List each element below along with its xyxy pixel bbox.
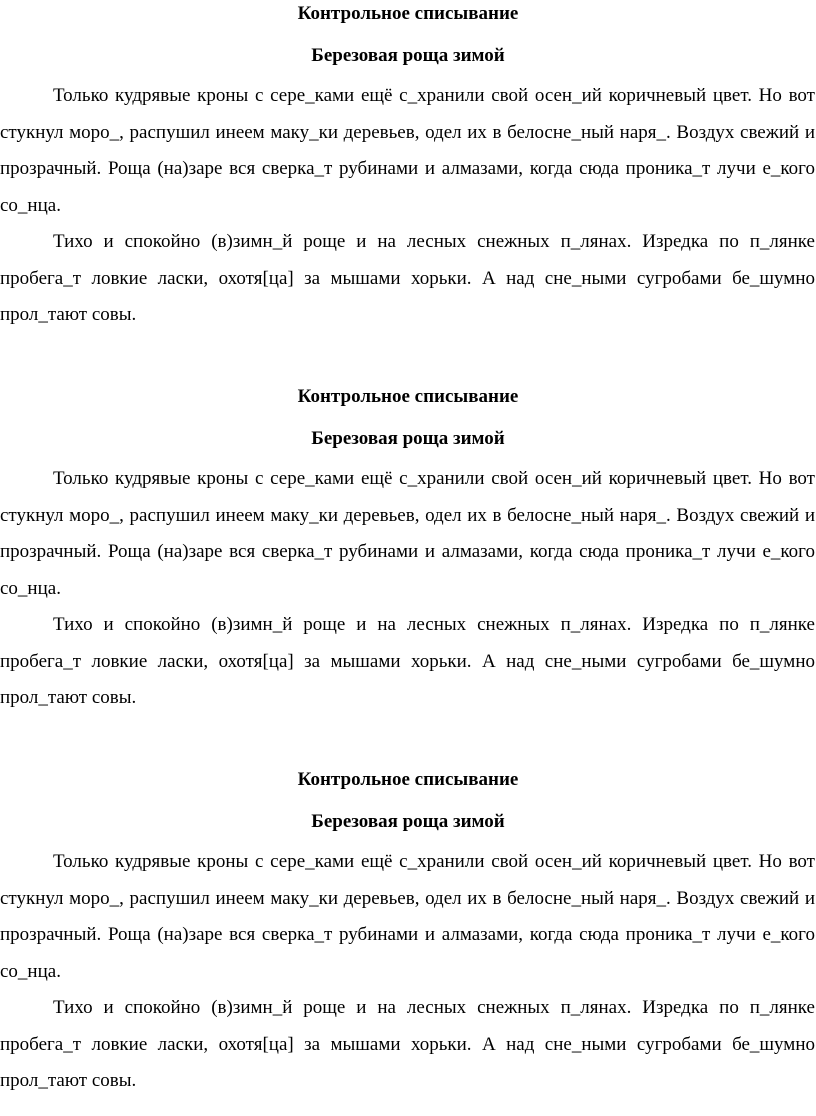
block-subtitle: Березовая роща зимой — [311, 428, 505, 449]
dictation-block-3 — [0, 768, 816, 1100]
paragraph-2: Тихо и спокойно (в)зимн_й роще и на лесных снежных п_лянах. Изредка по п_лянке пробега_т ловкие ласки, охотя[ца] за мышами хорьки. А над сне_ными сугробами бе_шумно прол_тают совы. — [0, 231, 815, 325]
dictation-block-2 — [0, 385, 816, 717]
block-title: Контрольное списывание — [297, 769, 519, 790]
block-subtitle: Березовая роща зимой — [311, 45, 505, 66]
paragraph-1: Только кудрявые кроны с сере_ками ещё с_хранили свой осен_ий коричневый цвет. Но вот стукнул моро_, распушил инеем маку_ки деревьев, одел их в белосне_ный наря_. Воздух свежий и прозрачный. Роща (на)заре вся сверка_т рубинами и алмазами, когда сюда проника_т лучи е_кого со_нца. — [0, 85, 815, 216]
paragraph-2: Тихо и спокойно (в)зимн_й роще и на лесных снежных п_лянах. Изредка по п_лянке пробега_т ловкие ласки, охотя[ца] за мышами хорьки. А над сне_ными сугробами бе_шумно прол_тают совы. — [0, 614, 815, 708]
paragraph-2: Тихо и спокойно (в)зимн_й роще и на лесных снежных п_лянах. Изредка по п_лянке пробега_т ловкие ласки, охотя[ца] за мышами хорьки. А над сне_ными сугробами бе_шумно прол_тают совы. — [0, 997, 815, 1091]
block-title: Контрольное списывание — [297, 3, 519, 24]
block-title: Контрольное списывание — [297, 386, 519, 407]
dictation-block-1 — [0, 2, 816, 334]
paragraph-1: Только кудрявые кроны с сере_ками ещё с_хранили свой осен_ий коричневый цвет. Но вот стукнул моро_, распушил инеем маку_ки деревьев, одел их в белосне_ный наря_. Воздух свежий и прозрачный. Роща (на)заре вся сверка_т рубинами и алмазами, когда сюда проника_т лучи е_кого со_нца. — [0, 468, 815, 599]
block-subtitle: Березовая роща зимой — [311, 811, 505, 832]
paragraph-1: Только кудрявые кроны с сере_ками ещё с_хранили свой осен_ий коричневый цвет. Но вот стукнул моро_, распушил инеем маку_ки деревьев, одел их в белосне_ный наря_. Воздух свежий и прозрачный. Роща (на)заре вся сверка_т рубинами и алмазами, когда сюда проника_т лучи е_кого со_нца. — [0, 851, 815, 982]
